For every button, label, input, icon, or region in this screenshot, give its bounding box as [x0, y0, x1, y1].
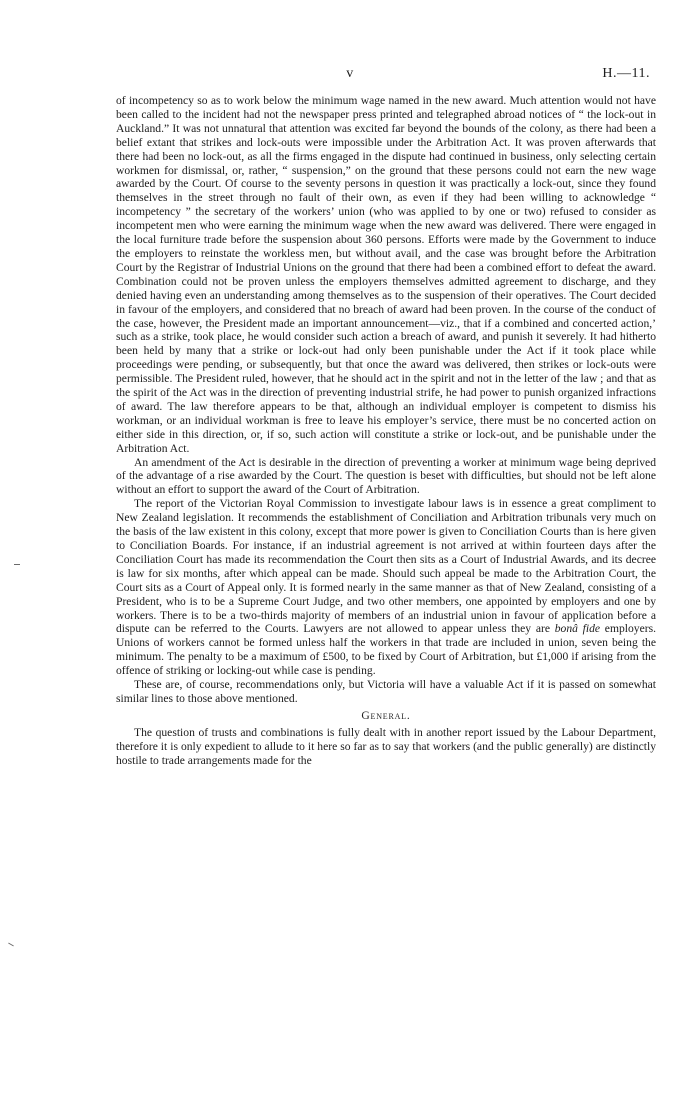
- section-heading: General.: [361, 708, 411, 722]
- margin-mark: [14, 564, 20, 565]
- paragraph: [116, 497, 656, 678]
- paragraph-group: [116, 94, 656, 706]
- text-run: The question of trusts and combinations is fully dealt with in another report issued by the Labour Department, therefore it is only expedient to allude to it here so far as to say that workers (and the public generally) are distinctly hostile to trade arrangements made for the: [116, 725, 656, 767]
- text-run: employers. Unions of workers cannot be formed unless half the workers in that trade are included in union, seven being the minimum. The penalty to be a maximum of £500, to be fixed by Court of Arbitration, but £1,000 if arising from the offence of striking or locking-out while case is pending.: [116, 622, 657, 678]
- text-run: These are, of course, recommendations only, but Victoria will have a valuable Act if it is passed on somewhat similar lines to those above mentioned.: [116, 678, 656, 705]
- text-run: An amendment of the Act is desirable in the direction of preventing a worker at minimum wage being deprived of the advantage of a rise awarded by the Court. The question is beset with difficulties, but should not be left alone without an effort to support the award of the Court of Arbitration.: [116, 455, 656, 497]
- paragraph: [116, 678, 656, 706]
- paragraph: [116, 456, 656, 498]
- italic-text: bonâ fide: [554, 622, 601, 636]
- text-run: The report of the Victorian Royal Commission to investigate labour laws is in essence a great compliment to New Zealand legislation. It recommends the establishment of Conciliation and Arbitration tribunals very much on the basis of the law existent in this colony, except that more power is given to Conciliation Courts than is here given to Conciliation Boards. For instance, if an industrial agreement is not arrived at within fourteen days after the Conciliation Court has made its recommendation the Court then sits as a Court of Industrial Awards, and its decree is law for six months, after which appeal can be made. Should such appeal be made to the Arbitration Court, the Court sits as a Court of Appeal only. It is formed nearly in the same manner as that of New Zealand, consisting of a President, who is to be a Supreme Court Judge, and two other members, one appointed by employers and one by workers. There is to be a two-thirds majority of members of an industrial union in favour of application before a dispute can be referred to the Courts. Lawyers are not allowed to appear unless they are: [116, 497, 656, 636]
- paragraph: [116, 726, 656, 768]
- paragraph-group: [116, 726, 656, 768]
- text-run: of incompetency so as to work below the minimum wage named in the new award. Much attention would not have been called to the incident had not the newspaper press printed and telegraphed abroad notices of “ the lock-out in Auckland.” It was not unnatural that attention was excited far beyond the bounds of the colony, as there had been a belief extant that strikes and lock-outs were impossible under the Arbitration Act. It was proven afterwards that there had been no lock-out, as all the firms engaged in the dispute had continued in business, only selecting certain workmen for dismissal, or, rather, “ suspension,” on the ground that these persons could not earn the new wage awarded by the Court. Of course to the seventy persons in question it was practically a lock-out, since they found themselves in the street through no fault of their own, as even if they had been willing to acknowledge “ incompetency ” the secretary of the workers’ union (who was applied to by one or two) refused to consider as incompetent men who were earning the minimum wage when the new award was delivered. There were engaged in the local furniture trade before the suspension about 360 persons. Efforts were made by the Government to induce the employers to reinstate the workless men, but without avail, and the case was brought before the Arbitration Court by the Registrar of Industrial Unions on the ground that there had been a combined effort to defeat the award. Combination could not be proven unless the employers themselves admitted agreement to discharge, and they denied having even an understanding among themselves as to the suspension of their operatives. The Court decided in favour of the employers, and considered that no breach of award had been proven. In the course of the conduct of the case, however, the President made an important announcement—viz., that if a combined and concerted action,’ such as a strike, took place, he would consider such action a breach of award, and punish it severely. It had hitherto been held by many that a strike or lock-out had only been punishable under the Act if it took place while proceedings were pending, or subsequently, but that once the award was delivered, then strikes or lock-outs were permissible. The President ruled, however, that he should act in the spirit and not in the letter of the law ; and that as the spirit of the Act was in the direction of preventing industrial strife, he had power to punish organized infractions of award. The law therefore appears to be that, although an individual employer is competent to dismiss his workman, or an individual workman is free to leave his employer’s service, there must be no concerted action on either side in this direction, or, if so, such action will constitute a strike or lock-out, and be punishable under the Arbitration Act.: [116, 94, 656, 455]
- document-reference: H.—11.: [602, 66, 650, 81]
- paragraph: [116, 94, 656, 456]
- page-number: v: [346, 66, 354, 81]
- body-text: [116, 94, 656, 768]
- margin-mark: [8, 943, 14, 947]
